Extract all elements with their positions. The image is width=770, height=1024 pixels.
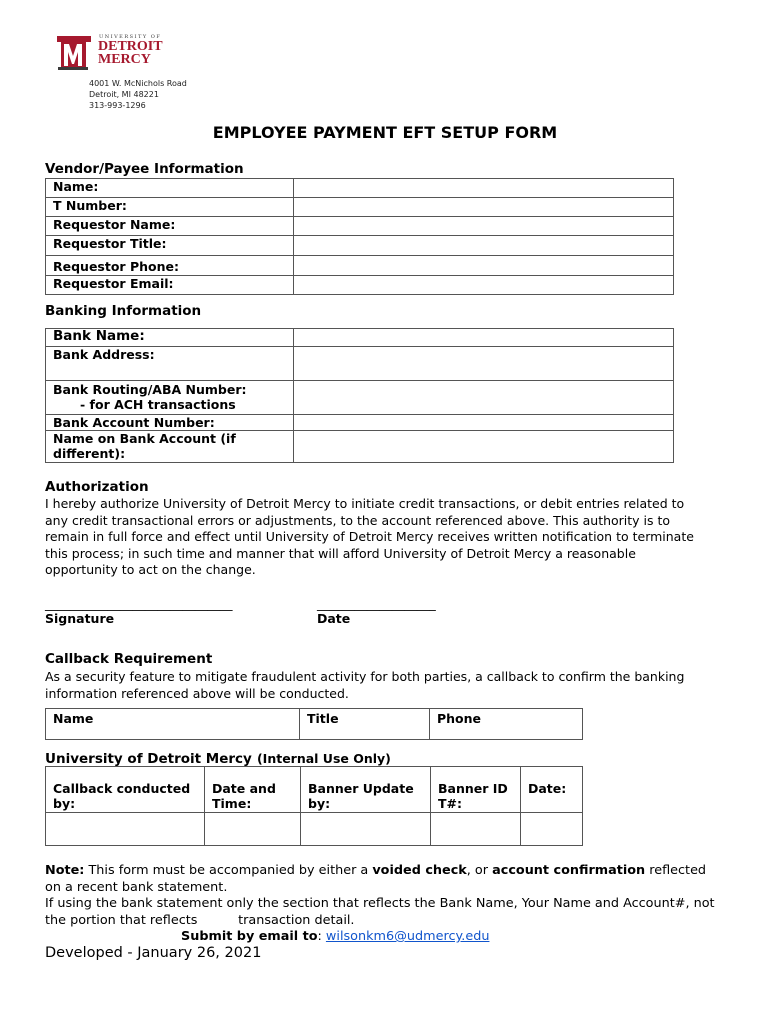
callback-text xyxy=(45,669,684,702)
internal-date-field[interactable] xyxy=(521,813,583,846)
vendor-table xyxy=(45,178,674,295)
authorization-line: this process; in such time and manner that will afford University of Detroit Mercy a reasonable xyxy=(45,545,636,561)
routing-label-line2: - for ACH transactions xyxy=(80,397,236,412)
note-label: Note: xyxy=(45,863,85,878)
requestor-name-field[interactable] xyxy=(294,217,674,236)
note-text: , or xyxy=(466,863,493,878)
account-number-label: Bank Account Number: xyxy=(46,415,294,431)
callback-title-cell[interactable]: Title xyxy=(300,709,430,740)
logo-detroit: DETROIT xyxy=(98,39,163,54)
vendor-label-tnumber: T Number: xyxy=(46,198,294,217)
header-line: by: xyxy=(53,796,76,811)
date-label: Date xyxy=(317,611,351,626)
date-line[interactable]: ___________________ xyxy=(317,596,436,611)
logo-university-of: UNIVERSITY OF xyxy=(99,34,162,40)
note-line-3: If using the bank statement only the section that reflects the Bank Name, Your Name and Account#, not xyxy=(45,896,715,911)
address-line: 313-993-1296 xyxy=(89,101,146,110)
note-block xyxy=(45,863,715,929)
header-line: Banner ID xyxy=(438,781,508,796)
requestor-email-field[interactable] xyxy=(294,276,674,295)
authorization-line: I hereby authorize University of Detroit Mercy to initiate credit transactions, or debit entries related to xyxy=(45,496,685,511)
routing-label xyxy=(46,381,294,415)
vendor-heading: Vendor/Payee Information xyxy=(45,161,244,177)
internal-heading xyxy=(45,748,391,767)
callback-text-line: information referenced above will be conducted. xyxy=(45,685,349,701)
banking-table xyxy=(45,328,674,463)
name-on-account-line1: Name on Bank Account (if xyxy=(53,431,236,446)
authorization-line: any credit transactional errors or adjustments, to the account referenced above. This authority is to xyxy=(45,512,671,528)
voided-check-text: voided check xyxy=(372,863,467,878)
vendor-label-requestor-email: Requestor Email: xyxy=(46,276,294,295)
submit-line xyxy=(181,929,489,946)
header-line: Time: xyxy=(212,796,252,811)
header-line: by: xyxy=(308,796,331,811)
internal-table xyxy=(45,766,583,846)
note-text: This form must be accompanied by either a xyxy=(84,863,373,878)
callback-text-line: As a security feature to mitigate fraudulent activity for both parties, a callback to confirm the banking xyxy=(45,669,685,684)
form-title: EMPLOYEE PAYMENT EFT SETUP FORM xyxy=(212,123,558,142)
banner-update-header xyxy=(301,767,431,813)
callback-table xyxy=(45,708,583,740)
email-link[interactable]: wilsonkm6@udmercy.edu xyxy=(325,929,490,944)
banner-id-header xyxy=(431,767,521,813)
date-header: Date: xyxy=(521,767,583,813)
note-line-1 xyxy=(45,863,715,880)
name-on-account-field[interactable] xyxy=(294,431,674,463)
callback-conducted-header xyxy=(46,767,205,813)
address-line: 4001 W. McNichols Road xyxy=(89,79,187,88)
callback-name-cell[interactable]: Name xyxy=(46,709,300,740)
callback-conducted-field[interactable] xyxy=(46,813,205,846)
requestor-title-field[interactable] xyxy=(294,236,674,256)
vendor-label-requestor-phone: Requestor Phone: xyxy=(46,256,294,276)
header-line: Callback conducted xyxy=(53,781,191,796)
authorization-text xyxy=(45,496,694,579)
routing-label-line1: Bank Routing/ABA Number: xyxy=(53,382,247,397)
authorization-line: opportunity to act on the change. xyxy=(45,562,256,577)
vendor-name-field[interactable] xyxy=(294,179,674,198)
internal-heading-main: University of Detroit Mercy xyxy=(45,751,252,767)
university-logo xyxy=(55,34,181,72)
vendor-label-name: Name: xyxy=(46,179,294,198)
banner-id-field[interactable] xyxy=(431,813,521,846)
account-confirmation-text: account confirmation xyxy=(492,863,646,878)
bank-address-field[interactable] xyxy=(294,347,674,381)
callback-phone-cell[interactable]: Phone xyxy=(430,709,583,740)
banner-update-field[interactable] xyxy=(301,813,431,846)
submit-colon: : xyxy=(317,929,326,944)
header-line: T#: xyxy=(438,796,462,811)
callback-heading: Callback Requirement xyxy=(45,651,213,667)
name-on-account-label xyxy=(46,431,294,463)
header-line: Date and xyxy=(212,781,276,796)
bank-name-label: Bank Name: xyxy=(46,329,294,347)
address-line: Detroit, MI 48221 xyxy=(89,90,159,99)
bank-name-field[interactable] xyxy=(294,329,674,347)
date-time-header xyxy=(205,767,301,813)
header-line: Banner Update xyxy=(308,781,414,796)
signature-line[interactable]: ______________________________ xyxy=(45,596,233,611)
internal-heading-suffix: (Internal Use Only) xyxy=(256,751,391,766)
note-line-4: the portion that reflects transaction detail. xyxy=(45,912,355,928)
bank-address-label: Bank Address: xyxy=(46,347,294,381)
vendor-tnumber-field[interactable] xyxy=(294,198,674,217)
banking-heading: Banking Information xyxy=(45,303,202,319)
date-time-field[interactable] xyxy=(205,813,301,846)
requestor-phone-field[interactable] xyxy=(294,256,674,276)
signature-label: Signature xyxy=(45,611,115,626)
address-block xyxy=(89,78,187,111)
authorization-line: remain in full force and effect until University of Detroit Mercy receives written notification to terminate xyxy=(45,529,694,544)
vendor-label-requestor-title: Requestor Title: xyxy=(46,236,294,256)
vendor-label-requestor-name: Requestor Name: xyxy=(46,217,294,236)
routing-number-field[interactable] xyxy=(294,381,674,415)
note-text: reflected xyxy=(645,863,707,878)
note-line-2: on a recent bank statement. xyxy=(45,879,228,895)
submit-label: Submit by email to xyxy=(181,929,318,944)
logo-mercy: MERCY xyxy=(98,52,151,67)
name-on-account-line2: different): xyxy=(53,446,126,461)
account-number-field[interactable] xyxy=(294,415,674,431)
developed-date-footer: Developed - January 26, 2021 xyxy=(45,945,262,961)
authorization-heading: Authorization xyxy=(45,479,149,495)
